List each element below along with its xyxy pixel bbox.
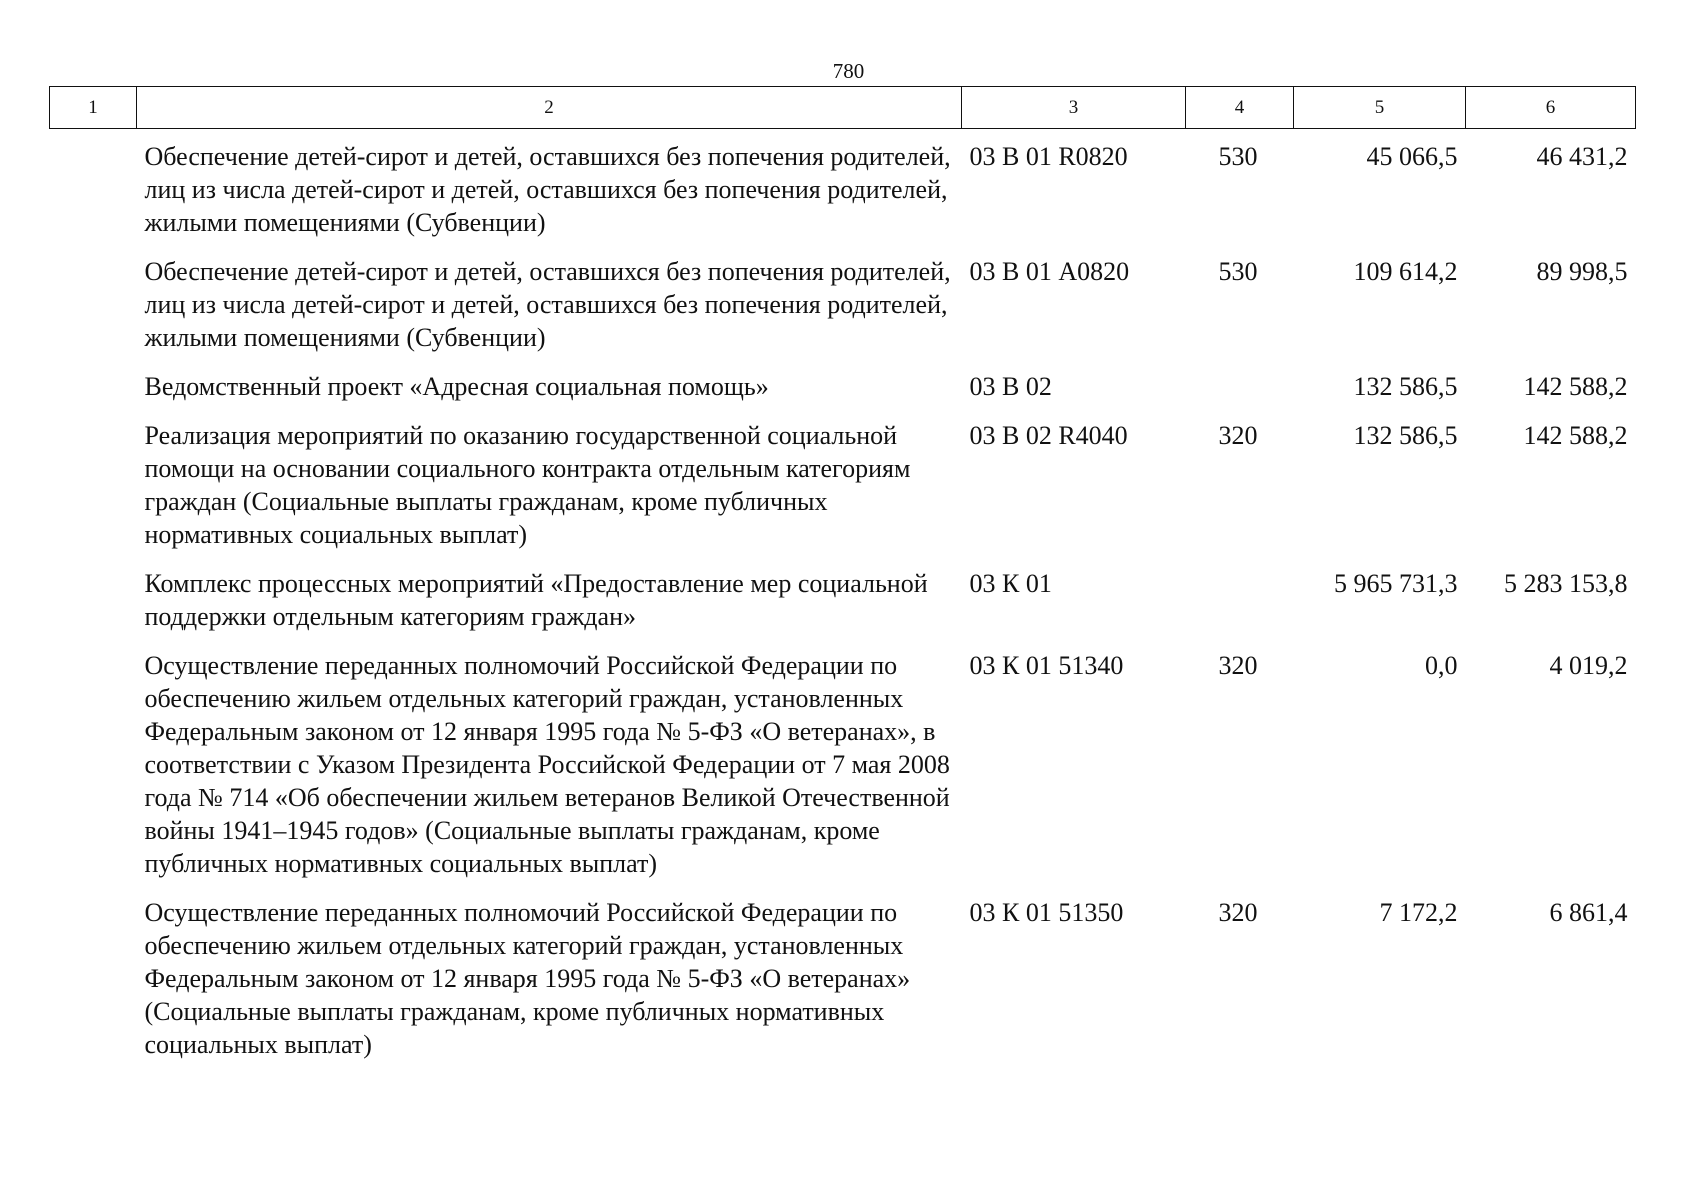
table-row bbox=[50, 567, 1636, 649]
item-name: Осуществление переданных полномочий Российской Федерации по обеспечению жильем отдельных категорий граждан, установленных Федеральным законом от 12 января 1995 года № 5-ФЗ «О ветеранах», в соответствии с Указом Президента Российской Федерации от 7 мая 2008 года № 714 «Об обеспечении жильем ветеранов Великой Отечественной войны 1941–1945 годов» (Социальные выплаты гражданам, кроме публичных нормативных социальных выплат) bbox=[144, 651, 950, 878]
row-number-cell bbox=[50, 370, 137, 419]
amount-1: 0,0 bbox=[1425, 651, 1458, 680]
table-row bbox=[50, 370, 1636, 419]
item-name: Комплекс процессных мероприятий «Предоставление мер социальной поддержки отдельным категориям граждан» bbox=[144, 569, 928, 631]
expense-type: 320 bbox=[1218, 898, 1258, 927]
row-number-cell bbox=[50, 129, 137, 256]
amount-2: 142 588,2 bbox=[1523, 372, 1628, 401]
amount-2: 6 861,4 bbox=[1549, 898, 1628, 927]
amount-2: 89 998,5 bbox=[1536, 257, 1628, 286]
expense-type: 320 bbox=[1218, 651, 1258, 680]
target-code: 03 В 02 R4040 bbox=[969, 421, 1128, 450]
expense-type: 530 bbox=[1218, 257, 1258, 286]
amount-1: 132 586,5 bbox=[1353, 421, 1458, 450]
target-code: 03 В 02 bbox=[969, 372, 1052, 401]
amount-1: 45 066,5 bbox=[1366, 142, 1458, 171]
table-row bbox=[50, 129, 1636, 256]
header-col-1: 1 bbox=[50, 87, 137, 129]
table-body bbox=[50, 129, 1636, 1078]
row-number-cell bbox=[50, 896, 137, 1077]
amount-1: 5 965 731,3 bbox=[1334, 569, 1458, 598]
table-row bbox=[50, 649, 1636, 896]
header-col-5: 5 bbox=[1294, 87, 1466, 129]
amount-1: 109 614,2 bbox=[1353, 257, 1458, 286]
row-number-cell bbox=[50, 419, 137, 567]
header-col-2: 2 bbox=[137, 87, 962, 129]
budget-table bbox=[49, 86, 1636, 1077]
header-col-3: 3 bbox=[962, 87, 1186, 129]
target-code: 03 К 01 51340 bbox=[969, 651, 1124, 680]
page-number: 780 bbox=[832, 59, 865, 83]
amount-2: 5 283 153,8 bbox=[1504, 569, 1628, 598]
target-code: 03 В 01 А0820 bbox=[969, 257, 1130, 286]
item-name: Ведомственный проект «Адресная социальная помощь» bbox=[144, 372, 769, 401]
table-header bbox=[50, 87, 1636, 129]
expense-type: 530 bbox=[1218, 142, 1258, 171]
table-row bbox=[50, 255, 1636, 370]
item-name: Реализация мероприятий по оказанию государственной социальной помощи на основании социального контракта отдельным категориям граждан (Социальные выплаты гражданам, кроме публичных нормативных социальных выплат) bbox=[144, 421, 911, 549]
target-code: 03 К 01 bbox=[969, 569, 1052, 598]
target-code: 03 В 01 R0820 bbox=[969, 142, 1128, 171]
header-col-6: 6 bbox=[1466, 87, 1636, 129]
table-row bbox=[50, 419, 1636, 567]
expense-type: 320 bbox=[1218, 421, 1258, 450]
amount-1: 132 586,5 bbox=[1353, 372, 1458, 401]
table-row bbox=[50, 896, 1636, 1077]
target-code: 03 К 01 51350 bbox=[969, 898, 1124, 927]
amount-2: 46 431,2 bbox=[1536, 142, 1628, 171]
expense-type bbox=[1186, 370, 1294, 419]
amount-2: 142 588,2 bbox=[1523, 421, 1628, 450]
item-name: Обеспечение детей-сирот и детей, оставшихся без попечения родителей, лиц из числа детей-сирот и детей, оставшихся без попечения родителей, жилыми помещениями (Субвенции) bbox=[144, 142, 951, 237]
header-row bbox=[50, 87, 1636, 129]
row-number-cell bbox=[50, 567, 137, 649]
amount-1: 7 172,2 bbox=[1379, 898, 1458, 927]
amount-2: 4 019,2 bbox=[1549, 651, 1628, 680]
item-name: Осуществление переданных полномочий Российской Федерации по обеспечению жильем отдельных категорий граждан, установленных Федеральным законом от 12 января 1995 года № 5-ФЗ «О ветеранах» (Социальные выплаты гражданам, кроме публичных нормативных социальных выплат) bbox=[144, 898, 911, 1059]
header-col-4: 4 bbox=[1186, 87, 1294, 129]
expense-type bbox=[1186, 567, 1294, 649]
item-name: Обеспечение детей-сирот и детей, оставшихся без попечения родителей, лиц из числа детей-сирот и детей, оставшихся без попечения родителей, жилыми помещениями (Субвенции) bbox=[144, 257, 951, 352]
row-number-cell bbox=[50, 255, 137, 370]
row-number-cell bbox=[50, 649, 137, 896]
